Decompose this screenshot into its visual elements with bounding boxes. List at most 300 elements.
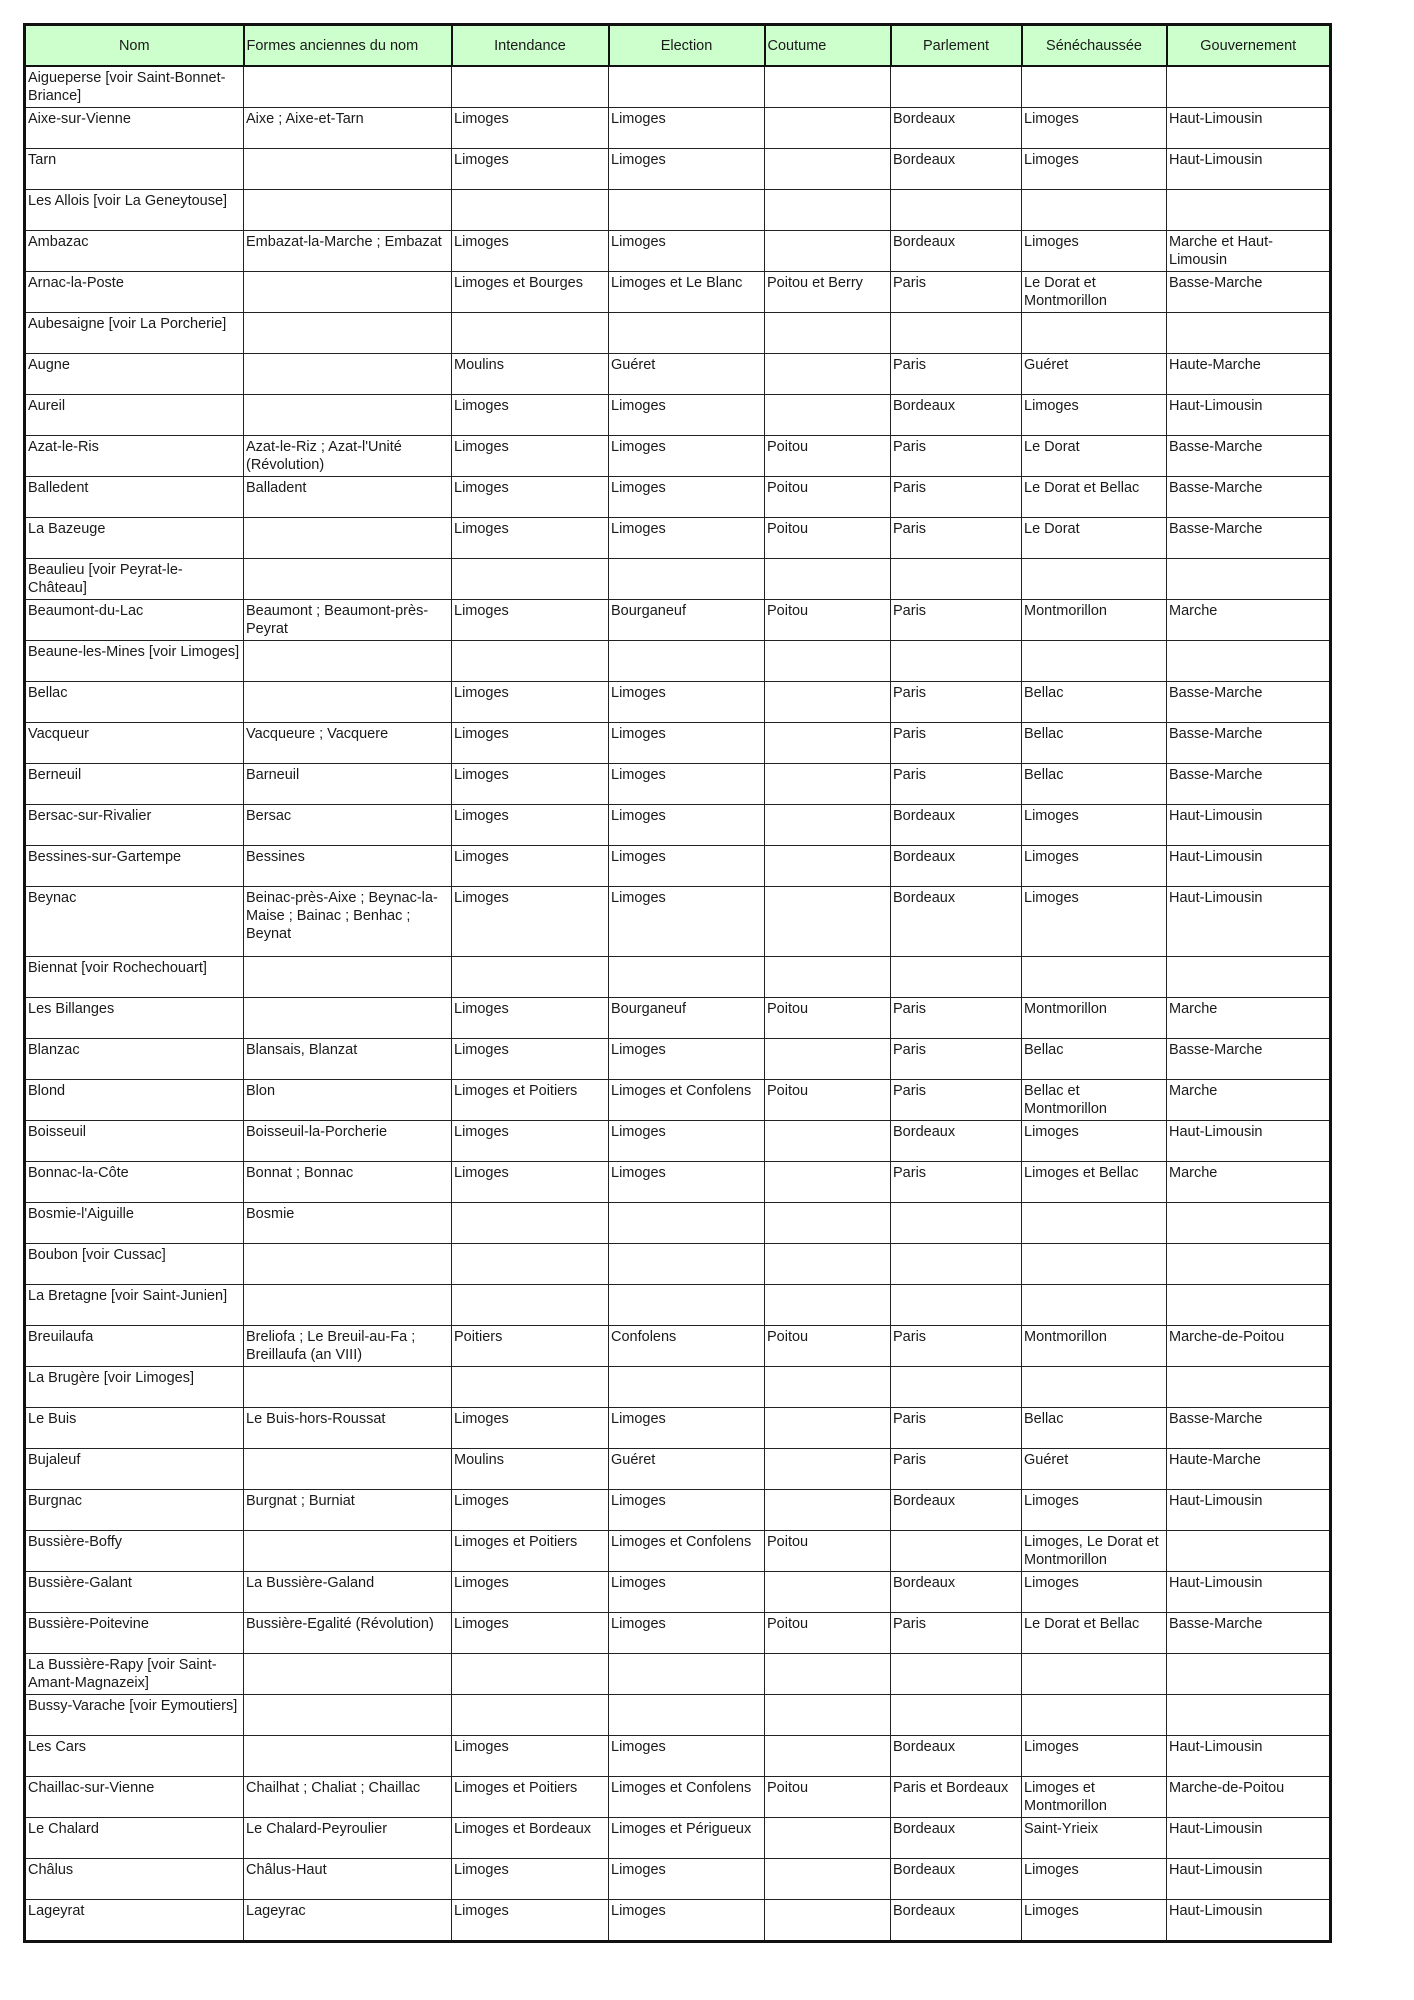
cell-intendance: Limoges et Poitiers xyxy=(452,1531,609,1572)
cell-intendance xyxy=(452,559,609,600)
table-row xyxy=(25,682,1331,723)
cell-coutume xyxy=(765,1449,891,1490)
cell-parlement xyxy=(891,66,1022,108)
cell-gouvernement xyxy=(1167,190,1331,231)
cell-nom: Boisseuil xyxy=(25,1121,244,1162)
table-row xyxy=(25,1121,1331,1162)
cell-formes-anciennes xyxy=(244,1695,452,1736)
cell-parlement: Paris xyxy=(891,1162,1022,1203)
cell-parlement xyxy=(891,1695,1022,1736)
cell-formes-anciennes xyxy=(244,641,452,682)
cell-election: Limoges et Périgueux xyxy=(609,1818,765,1859)
cell-intendance: Limoges xyxy=(452,600,609,641)
cell-intendance: Limoges xyxy=(452,723,609,764)
cell-intendance: Limoges xyxy=(452,1900,609,1942)
header-coutume: Coutume xyxy=(765,25,891,67)
cell-parlement: Paris xyxy=(891,998,1022,1039)
table-row xyxy=(25,1326,1331,1367)
cell-election: Limoges xyxy=(609,395,765,436)
cell-election: Guéret xyxy=(609,1449,765,1490)
table-row xyxy=(25,805,1331,846)
cell-intendance: Limoges xyxy=(452,1736,609,1777)
cell-intendance xyxy=(452,66,609,108)
cell-formes-anciennes: Embazat-la-Marche ; Embazat xyxy=(244,231,452,272)
cell-coutume: Poitou xyxy=(765,600,891,641)
table-row xyxy=(25,1244,1331,1285)
cell-intendance: Limoges xyxy=(452,1613,609,1654)
cell-formes-anciennes: Balladent xyxy=(244,477,452,518)
cell-election: Limoges xyxy=(609,887,765,957)
cell-gouvernement: Basse-Marche xyxy=(1167,723,1331,764)
cell-senechaussee xyxy=(1022,1695,1167,1736)
cell-coutume xyxy=(765,1408,891,1449)
cell-election: Bourganeuf xyxy=(609,998,765,1039)
cell-senechaussee xyxy=(1022,641,1167,682)
cell-formes-anciennes xyxy=(244,149,452,190)
cell-coutume xyxy=(765,887,891,957)
cell-formes-anciennes xyxy=(244,1531,452,1572)
cell-parlement: Paris xyxy=(891,600,1022,641)
table-row xyxy=(25,1531,1331,1572)
cell-coutume xyxy=(765,1244,891,1285)
cell-gouvernement xyxy=(1167,1695,1331,1736)
cell-coutume xyxy=(765,682,891,723)
cell-formes-anciennes: Châlus-Haut xyxy=(244,1859,452,1900)
cell-intendance xyxy=(452,1654,609,1695)
cell-parlement: Paris xyxy=(891,272,1022,313)
cell-gouvernement xyxy=(1167,1244,1331,1285)
cell-gouvernement: Haut-Limousin xyxy=(1167,1818,1331,1859)
cell-coutume xyxy=(765,1490,891,1531)
cell-senechaussee xyxy=(1022,1367,1167,1408)
cell-nom: La Bussière-Rapy [voir Saint-Amant-Magnazeix] xyxy=(25,1654,244,1695)
cell-gouvernement: Basse-Marche xyxy=(1167,477,1331,518)
cell-gouvernement xyxy=(1167,1531,1331,1572)
table-row xyxy=(25,1818,1331,1859)
cell-parlement: Paris xyxy=(891,1326,1022,1367)
cell-senechaussee: Limoges xyxy=(1022,1121,1167,1162)
cell-election: Limoges xyxy=(609,764,765,805)
cell-formes-anciennes xyxy=(244,1654,452,1695)
cell-senechaussee xyxy=(1022,957,1167,998)
cell-nom: Beaumont-du-Lac xyxy=(25,600,244,641)
table-row xyxy=(25,395,1331,436)
table-row xyxy=(25,998,1331,1039)
cell-senechaussee: Limoges xyxy=(1022,1572,1167,1613)
table-row xyxy=(25,1613,1331,1654)
cell-nom: Breuilaufa xyxy=(25,1326,244,1367)
cell-gouvernement: Basse-Marche xyxy=(1167,682,1331,723)
cell-formes-anciennes: Lageyrac xyxy=(244,1900,452,1942)
cell-parlement: Paris xyxy=(891,723,1022,764)
cell-senechaussee: Guéret xyxy=(1022,354,1167,395)
cell-senechaussee: Limoges xyxy=(1022,846,1167,887)
cell-senechaussee: Le Dorat xyxy=(1022,518,1167,559)
cell-election xyxy=(609,1695,765,1736)
cell-formes-anciennes: Bonnat ; Bonnac xyxy=(244,1162,452,1203)
cell-election: Limoges xyxy=(609,682,765,723)
cell-election: Bourganeuf xyxy=(609,600,765,641)
cell-formes-anciennes: Beinac-près-Aixe ; Beynac-la-Maise ; Bainac ; Benhac ; Beynat xyxy=(244,887,452,957)
cell-senechaussee: Limoges, Le Dorat et Montmorillon xyxy=(1022,1531,1167,1572)
table-row xyxy=(25,190,1331,231)
cell-formes-anciennes xyxy=(244,998,452,1039)
cell-nom: Châlus xyxy=(25,1859,244,1900)
cell-coutume xyxy=(765,764,891,805)
cell-coutume xyxy=(765,1654,891,1695)
table-row xyxy=(25,641,1331,682)
cell-election xyxy=(609,66,765,108)
cell-coutume xyxy=(765,395,891,436)
cell-senechaussee: Le Dorat et Montmorillon xyxy=(1022,272,1167,313)
cell-intendance xyxy=(452,190,609,231)
cell-intendance: Limoges xyxy=(452,682,609,723)
cell-nom: Les Billanges xyxy=(25,998,244,1039)
cell-nom: Bessines-sur-Gartempe xyxy=(25,846,244,887)
cell-intendance: Limoges xyxy=(452,846,609,887)
cell-senechaussee: Guéret xyxy=(1022,1449,1167,1490)
header-row xyxy=(25,25,1331,67)
cell-coutume xyxy=(765,354,891,395)
cell-senechaussee: Bellac et Montmorillon xyxy=(1022,1080,1167,1121)
cell-coutume: Poitou xyxy=(765,477,891,518)
communes-table xyxy=(23,23,1332,1943)
cell-formes-anciennes: Bosmie xyxy=(244,1203,452,1244)
cell-gouvernement: Marche-de-Poitou xyxy=(1167,1326,1331,1367)
cell-coutume xyxy=(765,1900,891,1942)
cell-nom: Bussière-Galant xyxy=(25,1572,244,1613)
cell-formes-anciennes: Azat-le-Riz ; Azat-l'Unité (Révolution) xyxy=(244,436,452,477)
cell-intendance: Poitiers xyxy=(452,1326,609,1367)
cell-intendance xyxy=(452,1203,609,1244)
header-election: Election xyxy=(609,25,765,67)
cell-gouvernement: Haut-Limousin xyxy=(1167,805,1331,846)
cell-coutume xyxy=(765,108,891,149)
cell-coutume xyxy=(765,1736,891,1777)
cell-intendance: Limoges xyxy=(452,764,609,805)
cell-gouvernement: Marche et Haut-Limousin xyxy=(1167,231,1331,272)
cell-parlement: Bordeaux xyxy=(891,1490,1022,1531)
table-row xyxy=(25,518,1331,559)
cell-parlement xyxy=(891,1244,1022,1285)
cell-election: Limoges xyxy=(609,1900,765,1942)
table-row xyxy=(25,1162,1331,1203)
cell-nom: Tarn xyxy=(25,149,244,190)
table-row xyxy=(25,108,1331,149)
cell-coutume xyxy=(765,1572,891,1613)
cell-senechaussee xyxy=(1022,1285,1167,1326)
cell-election: Limoges xyxy=(609,1162,765,1203)
cell-coutume: Poitou xyxy=(765,518,891,559)
cell-parlement: Bordeaux xyxy=(891,1900,1022,1942)
cell-election: Limoges et Confolens xyxy=(609,1777,765,1818)
cell-intendance: Moulins xyxy=(452,354,609,395)
table-row xyxy=(25,1367,1331,1408)
cell-intendance xyxy=(452,1285,609,1326)
cell-nom: Beynac xyxy=(25,887,244,957)
cell-nom: Beaulieu [voir Peyrat-le-Château] xyxy=(25,559,244,600)
cell-parlement: Paris xyxy=(891,1613,1022,1654)
cell-parlement: Bordeaux xyxy=(891,149,1022,190)
cell-formes-anciennes: Blansais, Blanzat xyxy=(244,1039,452,1080)
cell-intendance: Limoges xyxy=(452,231,609,272)
cell-formes-anciennes xyxy=(244,559,452,600)
cell-parlement: Paris xyxy=(891,1408,1022,1449)
cell-nom: La Bazeuge xyxy=(25,518,244,559)
cell-senechaussee: Limoges xyxy=(1022,805,1167,846)
table-row xyxy=(25,1285,1331,1326)
cell-election: Limoges xyxy=(609,805,765,846)
cell-senechaussee: Montmorillon xyxy=(1022,1326,1167,1367)
cell-formes-anciennes: Bessines xyxy=(244,846,452,887)
cell-parlement: Bordeaux xyxy=(891,1736,1022,1777)
table-row xyxy=(25,764,1331,805)
cell-senechaussee: Montmorillon xyxy=(1022,600,1167,641)
cell-gouvernement: Haut-Limousin xyxy=(1167,108,1331,149)
cell-parlement xyxy=(891,1285,1022,1326)
cell-senechaussee: Bellac xyxy=(1022,1408,1167,1449)
cell-gouvernement: Haute-Marche xyxy=(1167,354,1331,395)
cell-nom: Aigueperse [voir Saint-Bonnet-Briance] xyxy=(25,66,244,108)
cell-coutume: Poitou et Berry xyxy=(765,272,891,313)
cell-senechaussee: Bellac xyxy=(1022,723,1167,764)
cell-intendance xyxy=(452,1367,609,1408)
cell-parlement: Bordeaux xyxy=(891,395,1022,436)
cell-coutume: Poitou xyxy=(765,1326,891,1367)
table-row xyxy=(25,231,1331,272)
cell-senechaussee: Limoges et Montmorillon xyxy=(1022,1777,1167,1818)
table-row xyxy=(25,1039,1331,1080)
cell-nom: Chaillac-sur-Vienne xyxy=(25,1777,244,1818)
cell-election: Limoges xyxy=(609,1859,765,1900)
cell-nom: Biennat [voir Rochechouart] xyxy=(25,957,244,998)
cell-gouvernement: Basse-Marche xyxy=(1167,272,1331,313)
cell-gouvernement: Haut-Limousin xyxy=(1167,846,1331,887)
table-row xyxy=(25,600,1331,641)
cell-senechaussee: Limoges xyxy=(1022,149,1167,190)
header-intendance: Intendance xyxy=(452,25,609,67)
cell-nom: Bussy-Varache [voir Eymoutiers] xyxy=(25,1695,244,1736)
table-row xyxy=(25,723,1331,764)
cell-parlement: Paris xyxy=(891,764,1022,805)
cell-coutume xyxy=(765,149,891,190)
cell-gouvernement: Marche xyxy=(1167,1162,1331,1203)
table-row xyxy=(25,1777,1331,1818)
cell-formes-anciennes xyxy=(244,395,452,436)
cell-senechaussee: Saint-Yrieix xyxy=(1022,1818,1167,1859)
cell-coutume xyxy=(765,66,891,108)
table-row xyxy=(25,436,1331,477)
cell-parlement: Bordeaux xyxy=(891,846,1022,887)
cell-senechaussee: Limoges xyxy=(1022,1736,1167,1777)
cell-senechaussee: Bellac xyxy=(1022,682,1167,723)
cell-election: Limoges xyxy=(609,723,765,764)
cell-senechaussee: Bellac xyxy=(1022,1039,1167,1080)
cell-parlement xyxy=(891,1531,1022,1572)
cell-formes-anciennes: Barneuil xyxy=(244,764,452,805)
table-row xyxy=(25,559,1331,600)
cell-parlement xyxy=(891,957,1022,998)
cell-parlement: Paris xyxy=(891,354,1022,395)
cell-nom: Arnac-la-Poste xyxy=(25,272,244,313)
cell-coutume xyxy=(765,1285,891,1326)
cell-formes-anciennes: Breliofa ; Le Breuil-au-Fa ; Breillaufa (an VIII) xyxy=(244,1326,452,1367)
cell-senechaussee: Limoges xyxy=(1022,887,1167,957)
cell-formes-anciennes: Boisseuil-la-Porcherie xyxy=(244,1121,452,1162)
cell-formes-anciennes: Chailhat ; Chaliat ; Chaillac xyxy=(244,1777,452,1818)
cell-intendance: Limoges xyxy=(452,1490,609,1531)
cell-nom: Azat-le-Ris xyxy=(25,436,244,477)
cell-coutume: Poitou xyxy=(765,1531,891,1572)
cell-formes-anciennes: Burgnat ; Burniat xyxy=(244,1490,452,1531)
cell-gouvernement: Basse-Marche xyxy=(1167,436,1331,477)
cell-gouvernement: Haut-Limousin xyxy=(1167,1859,1331,1900)
cell-senechaussee: Limoges xyxy=(1022,395,1167,436)
table-row xyxy=(25,1080,1331,1121)
cell-parlement: Paris xyxy=(891,1449,1022,1490)
cell-nom: Bussière-Poitevine xyxy=(25,1613,244,1654)
cell-intendance: Limoges xyxy=(452,1039,609,1080)
cell-coutume xyxy=(765,1039,891,1080)
cell-formes-anciennes xyxy=(244,1736,452,1777)
cell-parlement: Paris xyxy=(891,436,1022,477)
table-row xyxy=(25,1408,1331,1449)
cell-election xyxy=(609,957,765,998)
cell-senechaussee xyxy=(1022,66,1167,108)
cell-gouvernement xyxy=(1167,66,1331,108)
cell-parlement xyxy=(891,1203,1022,1244)
cell-senechaussee: Le Dorat et Bellac xyxy=(1022,1613,1167,1654)
cell-formes-anciennes xyxy=(244,957,452,998)
cell-intendance: Limoges xyxy=(452,1162,609,1203)
cell-formes-anciennes xyxy=(244,313,452,354)
cell-gouvernement: Marche xyxy=(1167,600,1331,641)
cell-coutume xyxy=(765,1818,891,1859)
cell-nom: Bussière-Boffy xyxy=(25,1531,244,1572)
header-gouvernement: Gouvernement xyxy=(1167,25,1331,67)
table-row xyxy=(25,1449,1331,1490)
cell-senechaussee: Limoges xyxy=(1022,1859,1167,1900)
cell-parlement: Paris et Bordeaux xyxy=(891,1777,1022,1818)
cell-nom: La Bretagne [voir Saint-Junien] xyxy=(25,1285,244,1326)
cell-intendance xyxy=(452,641,609,682)
cell-formes-anciennes: Vacqueure ; Vacquere xyxy=(244,723,452,764)
cell-election xyxy=(609,1654,765,1695)
cell-senechaussee: Limoges xyxy=(1022,1490,1167,1531)
cell-parlement: Bordeaux xyxy=(891,231,1022,272)
cell-senechaussee: Montmorillon xyxy=(1022,998,1167,1039)
cell-intendance: Moulins xyxy=(452,1449,609,1490)
cell-election: Limoges xyxy=(609,1121,765,1162)
cell-nom: Burgnac xyxy=(25,1490,244,1531)
cell-nom: Vacqueur xyxy=(25,723,244,764)
cell-election: Limoges xyxy=(609,1572,765,1613)
table-row xyxy=(25,1859,1331,1900)
cell-gouvernement: Basse-Marche xyxy=(1167,518,1331,559)
cell-parlement: Paris xyxy=(891,518,1022,559)
cell-coutume xyxy=(765,313,891,354)
cell-intendance: Limoges xyxy=(452,998,609,1039)
cell-gouvernement xyxy=(1167,1367,1331,1408)
cell-parlement: Paris xyxy=(891,1080,1022,1121)
header-nom: Nom xyxy=(25,25,244,67)
cell-gouvernement: Haut-Limousin xyxy=(1167,149,1331,190)
cell-senechaussee: Limoges et Bellac xyxy=(1022,1162,1167,1203)
cell-intendance: Limoges xyxy=(452,1572,609,1613)
cell-intendance: Limoges xyxy=(452,477,609,518)
cell-nom: Les Cars xyxy=(25,1736,244,1777)
cell-election: Limoges xyxy=(609,1736,765,1777)
cell-gouvernement xyxy=(1167,1654,1331,1695)
table-row xyxy=(25,477,1331,518)
cell-coutume: Poitou xyxy=(765,1777,891,1818)
cell-nom: Aixe-sur-Vienne xyxy=(25,108,244,149)
cell-senechaussee xyxy=(1022,1203,1167,1244)
cell-formes-anciennes: Le Buis-hors-Roussat xyxy=(244,1408,452,1449)
cell-intendance: Limoges xyxy=(452,518,609,559)
cell-coutume xyxy=(765,1859,891,1900)
cell-gouvernement xyxy=(1167,1203,1331,1244)
cell-parlement: Bordeaux xyxy=(891,1572,1022,1613)
cell-parlement xyxy=(891,190,1022,231)
cell-formes-anciennes: Bussière-Egalité (Révolution) xyxy=(244,1613,452,1654)
cell-election xyxy=(609,1285,765,1326)
cell-coutume xyxy=(765,190,891,231)
cell-gouvernement: Haut-Limousin xyxy=(1167,1900,1331,1942)
cell-formes-anciennes xyxy=(244,354,452,395)
cell-nom: Berneuil xyxy=(25,764,244,805)
cell-gouvernement xyxy=(1167,957,1331,998)
cell-nom: Beaune-les-Mines [voir Limoges] xyxy=(25,641,244,682)
cell-election xyxy=(609,190,765,231)
cell-intendance: Limoges et Poitiers xyxy=(452,1080,609,1121)
cell-formes-anciennes: Beaumont ; Beaumont-près-Peyrat xyxy=(244,600,452,641)
cell-parlement: Bordeaux xyxy=(891,1859,1022,1900)
cell-nom: Le Chalard xyxy=(25,1818,244,1859)
cell-senechaussee: Bellac xyxy=(1022,764,1167,805)
cell-formes-anciennes xyxy=(244,518,452,559)
cell-intendance: Limoges xyxy=(452,805,609,846)
cell-intendance: Limoges xyxy=(452,108,609,149)
cell-election: Limoges xyxy=(609,1408,765,1449)
cell-intendance xyxy=(452,1244,609,1285)
table-row xyxy=(25,1695,1331,1736)
cell-election xyxy=(609,1367,765,1408)
cell-election: Limoges xyxy=(609,518,765,559)
cell-gouvernement xyxy=(1167,559,1331,600)
cell-nom: Blond xyxy=(25,1080,244,1121)
cell-intendance xyxy=(452,957,609,998)
cell-parlement: Bordeaux xyxy=(891,1121,1022,1162)
cell-gouvernement: Haut-Limousin xyxy=(1167,1572,1331,1613)
cell-parlement: Paris xyxy=(891,1039,1022,1080)
cell-election: Limoges xyxy=(609,1613,765,1654)
header-senechaussee: Sénéchaussée xyxy=(1022,25,1167,67)
cell-intendance: Limoges xyxy=(452,149,609,190)
cell-intendance: Limoges xyxy=(452,1121,609,1162)
table-row xyxy=(25,149,1331,190)
cell-parlement: Bordeaux xyxy=(891,108,1022,149)
cell-election: Limoges xyxy=(609,149,765,190)
cell-intendance: Limoges et Bourges xyxy=(452,272,609,313)
cell-election xyxy=(609,1203,765,1244)
cell-nom: Bellac xyxy=(25,682,244,723)
cell-intendance xyxy=(452,313,609,354)
cell-nom: Lageyrat xyxy=(25,1900,244,1942)
cell-gouvernement: Basse-Marche xyxy=(1167,1039,1331,1080)
cell-election xyxy=(609,313,765,354)
cell-intendance: Limoges xyxy=(452,1408,609,1449)
